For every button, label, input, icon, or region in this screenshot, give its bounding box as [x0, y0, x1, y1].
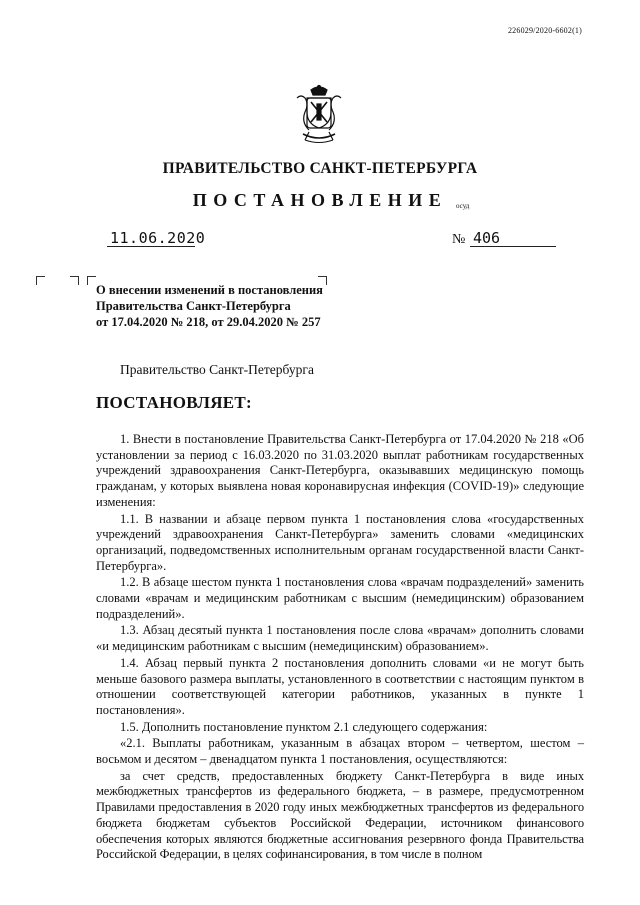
subject-line: от 17.04.2020 № 218, от 29.04.2020 № 257 — [96, 315, 321, 329]
resolves-heading: ПОСТАНОВЛЯЕТ: — [96, 393, 253, 412]
number-underline — [470, 246, 556, 247]
paragraph: 1.2. В абзаце шестом пункта 1 постановления слова «врачам подразделений» заменить словами «врачам и медицинским работникам с высшим (немедицинским) образованием подразделений». — [96, 575, 584, 621]
coat-of-arms-emblem — [293, 84, 345, 146]
corner-mark-left-outer — [36, 276, 45, 285]
paragraph: 1.5. Дополнить постановление пунктом 2.1 следующего содержания: — [120, 719, 488, 734]
document-mark: осуд — [456, 202, 470, 210]
document-type-title: ПОСТАНОВЛЕНИЕ — [192, 190, 448, 210]
paragraph: 1.4. Абзац первый пункта 2 постановления дополнить словами «и не могут быть меньше базового размера выплаты, установленного в соответствии с настоящим пунктом в отношении соответствующей категории работников, указанных в пункте 1 постановления». — [96, 655, 584, 717]
corner-mark-subject-left — [87, 276, 96, 285]
paragraph: 1.1. В названии и абзаце первом пункта 1 постановления слова «государственных учреждений здравоохранения Санкт-Петербурга» заменить словами «медицинских организаций, подведомственных исполнительным органам государственной власти Санкт-Петербурга». — [96, 511, 584, 573]
paragraph: 1. Внести в постановление Правительства Санкт-Петербурга от 17.04.2020 № 218 «Об установлении за период с 16.03.2020 по 31.03.2020 выплат работникам государственных учреждений здравоохранения Санкт-Петербурга, оказывавших медицинскую помощь гражданам, у которых выявлена новая коронавирусная инфекция (COVID-19)» следующие изменения: — [96, 432, 584, 509]
paragraph: 1.3. Абзац десятый пункта 1 постановления после слова «врачам» дополнить словами «и медицинским работникам с высшим (немедицинским) образованием». — [96, 623, 584, 654]
subject-line: Правительства Санкт-Петербурга — [96, 299, 291, 313]
number-sign: № — [452, 232, 466, 247]
document-body — [96, 432, 584, 864]
document-subject — [96, 282, 336, 330]
paragraph: «2.1. Выплаты работникам, указанным в абзацах втором – четвертом, шестом – восьмом и десятом – двенадцатом пункта 1 постановления, осуществляются: — [96, 736, 584, 767]
document-date: 11.06.2020 — [110, 229, 206, 247]
preamble: Правительство Санкт-Петербурга — [120, 362, 314, 377]
paragraph: за счет средств, предоставленных бюджету Санкт-Петербурга в виде иных межбюджетных трансфертов из федерального бюджета, – в размере, предусмотренном Правилами предоставления в 2020 году иных межбюджетных трансфертов из федерального бюджета бюджетам субъектов Российской Федерации, источником финансового обеспечения которых являются бюджетные ассигнования резервного фонда Правительства Российской Федерации, в целях софинансирования, в том числе в полном — [96, 768, 584, 862]
date-underline — [107, 246, 195, 247]
government-title: ПРАВИТЕЛЬСТВО САНКТ-ПЕТЕРБУРГА — [162, 160, 478, 177]
corner-mark-left-inner — [70, 276, 79, 285]
document-registration-number: 226029/2020-6602(1) — [507, 26, 582, 35]
subject-line: О внесении изменений в постановления — [96, 283, 323, 297]
document-number: 406 — [473, 229, 501, 247]
